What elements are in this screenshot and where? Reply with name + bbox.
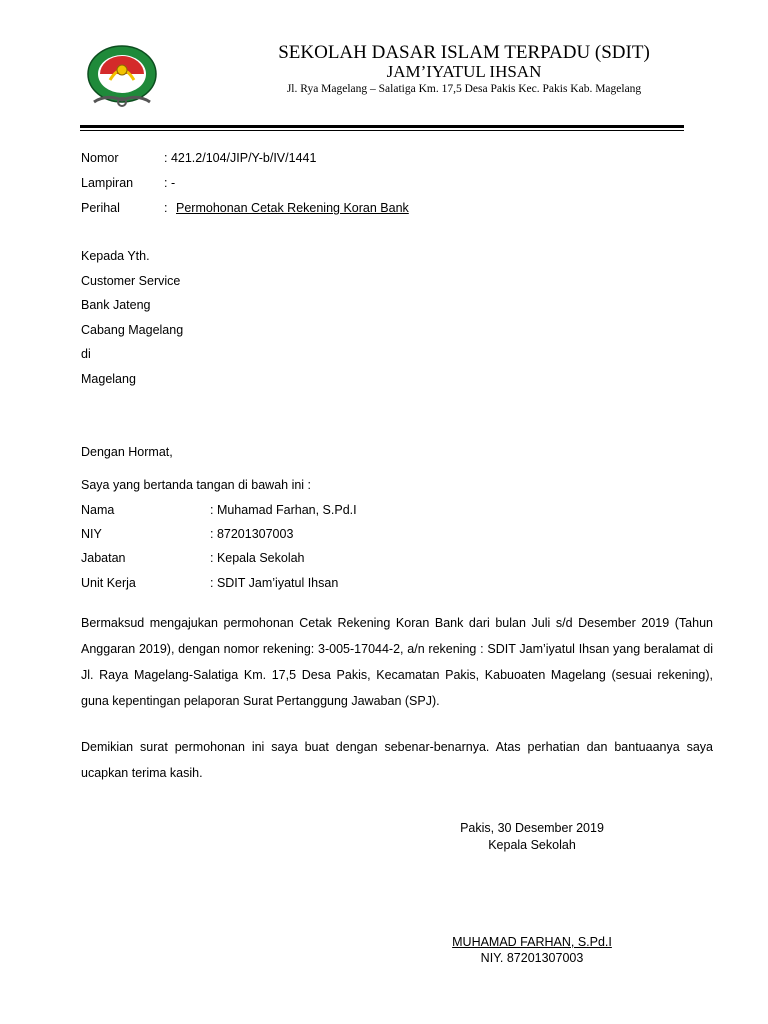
recipient-line: Customer Service <box>81 274 181 288</box>
school-logo <box>86 40 158 112</box>
meta-value-perihal: Permohonan Cetak Rekening Koran Bank <box>176 201 409 215</box>
meta-label-lampiran: Lampiran <box>81 176 134 190</box>
signature-name-wrap <box>412 935 652 949</box>
identity-value-nama: : Muhamad Farhan, S.Pd.I <box>210 503 357 517</box>
identity-value-niy: : 87201307003 <box>210 527 294 541</box>
meta-value-nomor: : 421.2/104/JIP/Y-b/IV/1441 <box>164 151 317 165</box>
identity-label-nama: Nama <box>81 503 115 517</box>
body-paragraph-closing: Demikian surat permohonan ini saya buat dengan sebenar-benarnya. Atas perhatian dan bantuaanya saya ucapkan terima kasih. <box>81 740 713 780</box>
identity-label-niy: NIY <box>81 527 102 541</box>
signature-niy: NIY. 87201307003 <box>480 951 584 965</box>
recipient-line: Magelang <box>81 372 136 386</box>
greeting: Dengan Hormat, <box>81 445 173 459</box>
school-name: SEKOLAH DASAR ISLAM TERPADU (SDIT) <box>278 42 650 63</box>
identity-value-jabatan: : Kepala Sekolah <box>210 551 305 565</box>
identity-label-jabatan: Jabatan <box>81 551 126 565</box>
school-emblem-icon <box>86 40 158 112</box>
letterhead-divider-thin <box>80 130 684 131</box>
school-address: Jl. Rya Magelang – Salatiga Km. 17,5 Desa Pakis Kec. Pakis Kab. Magelang <box>286 83 642 95</box>
recipient-line: di <box>81 347 91 361</box>
meta-label-perihal: Perihal <box>81 201 120 215</box>
recipient-line: Bank Jateng <box>81 298 151 312</box>
identity-value-unit: : SDIT Jam’iyatul Ihsan <box>210 576 339 590</box>
meta-value-lampiran: : - <box>164 176 176 190</box>
letterhead-divider-thick <box>80 125 684 128</box>
school-subname: JAM’IYATUL IHSAN <box>386 62 542 81</box>
recipient-line: Kepada Yth. <box>81 249 150 263</box>
meta-label-nomor: Nomor <box>81 151 119 165</box>
signature-position: Kepala Sekolah <box>488 838 576 852</box>
identity-label-unit: Unit Kerja <box>81 576 136 590</box>
meta-colon-perihal: : <box>164 201 168 215</box>
intro-text: Saya yang bertanda tangan di bawah ini : <box>81 478 312 492</box>
body-paragraph-request: Bermaksud mengajukan permohonan Cetak Rekening Koran Bank dari bulan Juli s/d Desember 2019 (Tahun Anggaran 2019), dengan nomor rekening: 3-005-17044-2, a/n rekening : SDIT Jam’iyatul Ihsan yang beralamat di Jl. Raya Magelang-Salatiga Km. 17,5 Desa Pakis, Kecamatan Pakis, Kabuoaten Magelang (sesuai rekening), guna kepentingan pelaporan Surat Pertanggung Jawaban (SPJ). <box>81 616 713 708</box>
signature-name: MUHAMAD FARHAN, S.Pd.I <box>452 935 612 949</box>
recipient-line: Cabang Magelang <box>81 323 184 337</box>
signature-place-date: Pakis, 30 Desember 2019 <box>460 821 604 835</box>
